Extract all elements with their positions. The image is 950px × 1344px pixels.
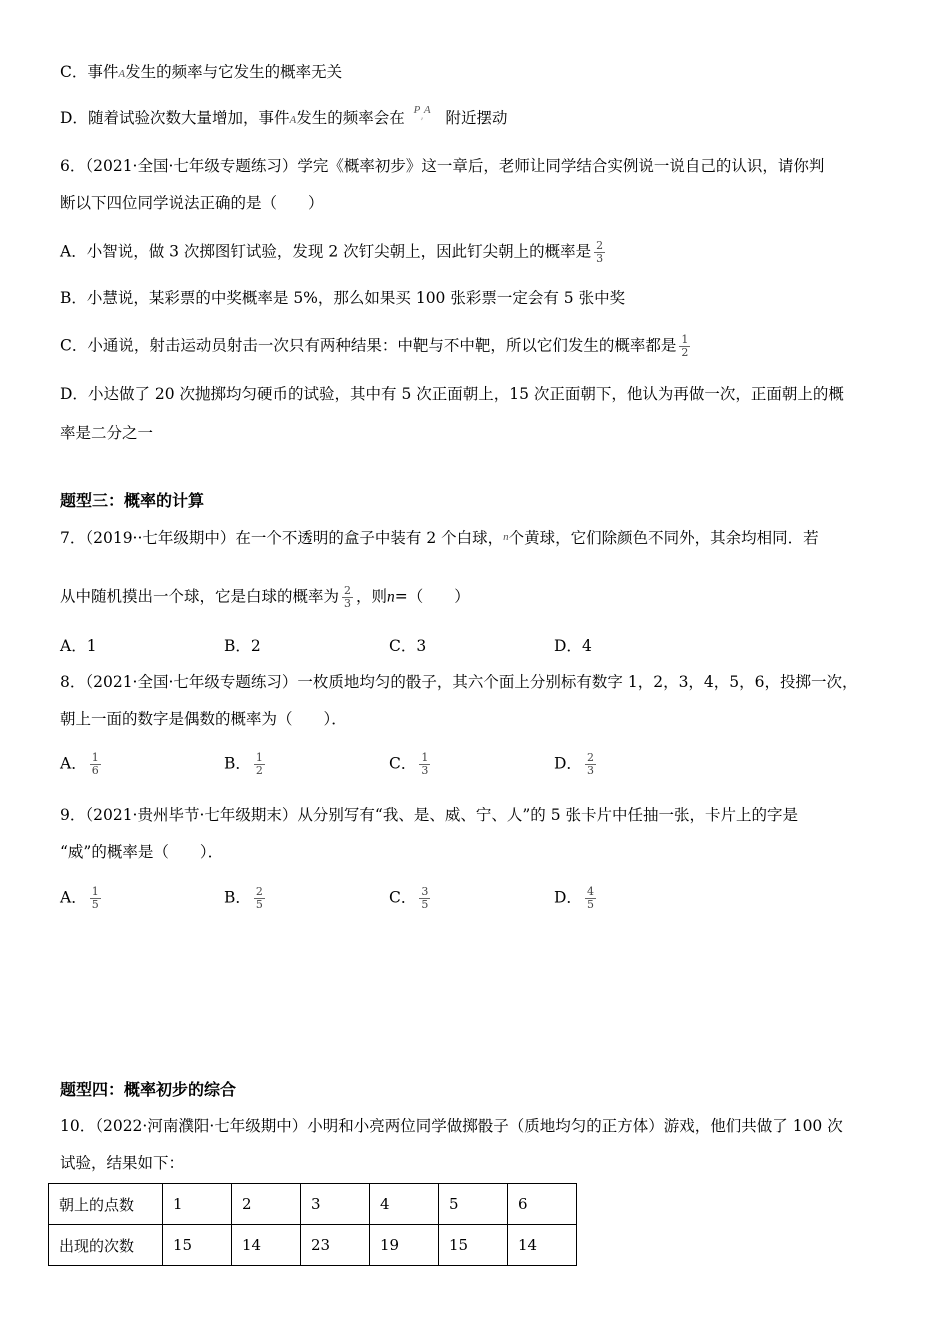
q7-stem-cont: 从中随机摸出一个球，它是白球的概率为 $\frac{2}{3}$ ，则n=（ ）: [60, 584, 470, 610]
table-cell: 6: [508, 1184, 577, 1225]
fraction: $\frac{1}{6}$: [91, 751, 99, 777]
fraction: $\frac{1}{2}$: [681, 333, 689, 359]
q8-option-d[interactable]: D． $\frac{2}{3}$: [554, 751, 594, 777]
q5-option-c: C．事件A发生的频率与它发生的概率无关: [60, 63, 343, 81]
q6-option-b: B．小慧说，某彩票的中奖概率是 5%，那么如果买 100 张彩票一定会有 5 张中奖: [60, 289, 626, 307]
fraction: $\frac{1}{3}$: [421, 751, 429, 777]
table-cell: 15: [439, 1225, 508, 1266]
q6-stem-cont: 断以下四位同学说法正确的是（ ）: [60, 194, 324, 212]
q7-option-d[interactable]: D．4: [554, 637, 592, 655]
section-heading-3: 题型三：概率的计算: [60, 491, 205, 510]
q7-stem: 7．（2019··七年级期中）在一个不透明的盒子中装有 2 个白球，n个黄球，它们除颜色不同外，其余均相同．若: [60, 529, 819, 547]
q6-option-d-cont: 率是二分之一: [60, 424, 154, 442]
table-cell: 2: [232, 1184, 301, 1225]
q7-option-a[interactable]: A．1: [60, 637, 97, 655]
table-cell: 23: [301, 1225, 370, 1266]
fraction: $\frac{1}{2}$: [255, 751, 263, 777]
q8-stem: 8．（2021·全国·七年级专题练习）一枚质地均匀的骰子，其六个面上分别标有数字 1，2，3，4，5，6，投掷一次，: [60, 673, 858, 691]
section-heading-4: 题型四：概率初步的综合: [60, 1080, 237, 1099]
q9-option-c[interactable]: C． $\frac{3}{5}$: [389, 885, 429, 911]
q7-option-c[interactable]: C．3: [389, 637, 427, 655]
table-cell: 朝上的点数: [49, 1184, 163, 1225]
q9-stem-cont: “威”的概率是（ ）．: [60, 843, 224, 861]
table-row: [49, 1184, 577, 1225]
q9-option-b[interactable]: B． $\frac{2}{5}$: [224, 885, 263, 911]
q8-option-a[interactable]: A． $\frac{1}{6}$: [60, 751, 99, 777]
q10-stem-cont: 试验，结果如下：: [60, 1154, 185, 1172]
table-cell: 19: [370, 1225, 439, 1266]
table-cell: 1: [163, 1184, 232, 1225]
q9-option-d[interactable]: D． $\frac{4}{5}$: [554, 885, 594, 911]
q6-option-d: D．小达做了 20 次抛掷均匀硬币的试验，其中有 5 次正面朝上，15 次正面朝下，他认为再做一次，正面朝上的概: [60, 385, 844, 403]
table-cell: 15: [163, 1225, 232, 1266]
table-row: [49, 1225, 577, 1266]
q9-stem: 9．（2021·贵州毕节·七年级期末）从分别写有“我、是、威、宁、人”的 5 张卡片中任抽一张，卡片上的字是: [60, 806, 798, 824]
table-cell: 出现的次数: [49, 1225, 163, 1266]
fraction: $\frac{2}{5}$: [255, 885, 263, 911]
fraction: $\frac{4}{5}$: [586, 885, 594, 911]
q10-stem: 10．（2022·河南濮阳·七年级期中）小明和小亮两位同学做掷骰子（质地均匀的正方体）游戏，他们共做了 100 次: [60, 1117, 843, 1135]
q6-stem: 6．（2021·全国·七年级专题练习）学完《概率初步》这一章后，老师让同学结合实例说一说自己的认识，请你判: [60, 157, 825, 175]
table-cell: 14: [232, 1225, 301, 1266]
q9-option-a[interactable]: A． $\frac{1}{5}$: [60, 885, 99, 911]
q5-option-d: D．随着试验次数大量增加，事件A发生的频率会在 $^{P,A}$ 附近摆动: [60, 104, 508, 127]
table-cell: 5: [439, 1184, 508, 1225]
table-cell: 14: [508, 1225, 577, 1266]
fraction: $\frac{2}{3}$: [344, 584, 352, 610]
q6-option-a: A．小智说，做 3 次掷图钉试验，发现 2 次钉尖朝上，因此钉尖朝上的概率是 $\frac{2}{3}$: [60, 239, 604, 265]
q8-option-b[interactable]: B． $\frac{1}{2}$: [224, 751, 263, 777]
fraction: $\frac{3}{5}$: [421, 885, 429, 911]
q6-option-c: C．小通说，射击运动员射击一次只有两种结果：中靶与不中靶，所以它们发生的概率都是 $\frac{1}{2}$: [60, 333, 689, 359]
fraction: $\frac{2}{3}$: [596, 239, 604, 265]
q8-stem-cont: 朝上一面的数字是偶数的概率为（ ）．: [60, 710, 347, 728]
results-table: [48, 1183, 577, 1266]
fraction: $\frac{2}{3}$: [586, 751, 594, 777]
fraction: $\frac{1}{5}$: [91, 885, 99, 911]
table-cell: 3: [301, 1184, 370, 1225]
q7-option-b[interactable]: B．2: [224, 637, 261, 655]
q8-option-c[interactable]: C． $\frac{1}{3}$: [389, 751, 429, 777]
table-cell: 4: [370, 1184, 439, 1225]
